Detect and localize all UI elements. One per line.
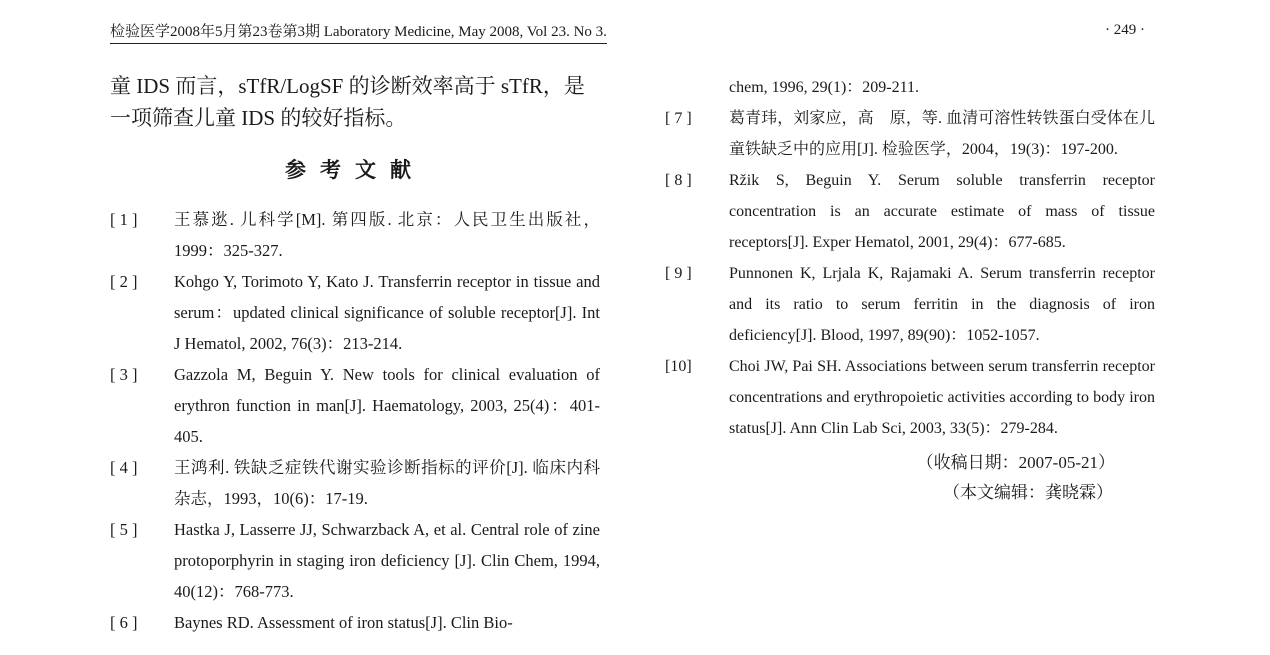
reference-item: [110, 359, 600, 452]
reference-number: [ 9 ]: [665, 265, 692, 282]
reference-item: [665, 165, 1155, 258]
reference-number: [ 5 ]: [110, 520, 138, 539]
reference-number: [ 1 ]: [110, 210, 138, 229]
reference-item: [110, 204, 600, 266]
right-column: [665, 72, 1155, 508]
reference-item: [110, 607, 600, 638]
reference-number: [10]: [665, 358, 692, 375]
running-header: [110, 20, 1145, 42]
reference-text: Kohgo Y, Torimoto Y, Kato J. Transferrin receptor in tissue and serum：updated clinical significance of soluble receptor[J]. Int J Hematol, 2002, 76(3)：213-214.: [174, 272, 600, 353]
received-date: （收稿日期：2007-05-21）: [916, 453, 1115, 472]
references-heading: 参考文献: [285, 158, 425, 182]
reference-item: [665, 351, 1155, 444]
abstract-conclusion: 童 IDS 而言，sTfR/LogSF 的诊断效率高于 sTfR，是一项筛查儿童 IDS 的较好指标。: [110, 74, 585, 130]
reference-text: Punnonen K, Lrjala K, Rajamaki A. Serum transferrin receptor and its ratio to serum ferritin in the diagnosis of iron deficiency[J]. Blood, 1997, 89(90)：1052-1057.: [729, 265, 1155, 344]
reference-item: [110, 514, 600, 607]
reference-text: Baynes RD. Assessment of iron status[J]. Clin Bio-: [174, 613, 513, 632]
reference-text: 王鸿利. 铁缺乏症铁代谢实验诊断指标的评价[J]. 临床内科杂志，1993，10(6)：17-19.: [174, 458, 600, 508]
reference-number: [ 4 ]: [110, 458, 138, 477]
reference-number: [ 8 ]: [665, 172, 692, 189]
reference-item: [110, 452, 600, 514]
reference-number: [ 3 ]: [110, 365, 138, 384]
reference-text: Choi JW, Pai SH. Associations between serum transferrin receptor concentrations and erythropoietic activities according to body iron status[J]. Ann Clin Lab Sci, 2003, 33(5)：279-284.: [729, 358, 1155, 437]
reference-number: [ 6 ]: [110, 613, 138, 632]
page-number: · 249 ·: [1105, 22, 1145, 38]
reference-text: 王慕逖. 儿科学[M]. 第四版. 北京：人民卫生出版社，1999：325-327.: [174, 210, 600, 260]
reference-number: [ 7 ]: [665, 110, 692, 127]
reference-item: [110, 266, 600, 359]
reference-number: [ 2 ]: [110, 272, 138, 291]
editor-credit: （本文编辑：龚晓霖）: [943, 483, 1113, 502]
reference-item: [665, 103, 1155, 165]
reference-continuation: [665, 72, 1155, 103]
reference-text: Gazzola M, Beguin Y. New tools for clinical evaluation of erythron function in man[J]. Haematology, 2003, 25(4)：401-405.: [174, 365, 600, 446]
reference-item: [665, 258, 1155, 351]
reference-text: Hastka J, Lasserre JJ, Schwarzback A, et al. Central role of zine protoporphyrin in staging iron deficiency [J]. Clin Chem, 1994, 40(12)：768-773.: [174, 520, 600, 601]
left-column: [110, 70, 600, 638]
reference-text: Ržik S, Beguin Y. Serum soluble transferrin receptor concentration is an accurate estimate of mass of tissue receptors[J]. Exper Hematol, 2001, 29(4)：677-685.: [729, 172, 1155, 251]
reference-text: chem, 1996, 29(1)：209-211.: [729, 79, 920, 96]
journal-citation-line: 检验医学2008年5月第23卷第3期 Laboratory Medicine, May 2008, Vol 23. No 3.: [110, 20, 607, 44]
reference-text: 葛青玮，刘家应，高 原，等. 血清可溶性转铁蛋白受体在儿童铁缺乏中的应用[J]. 检验医学，2004，19(3)：197-200.: [729, 110, 1155, 158]
